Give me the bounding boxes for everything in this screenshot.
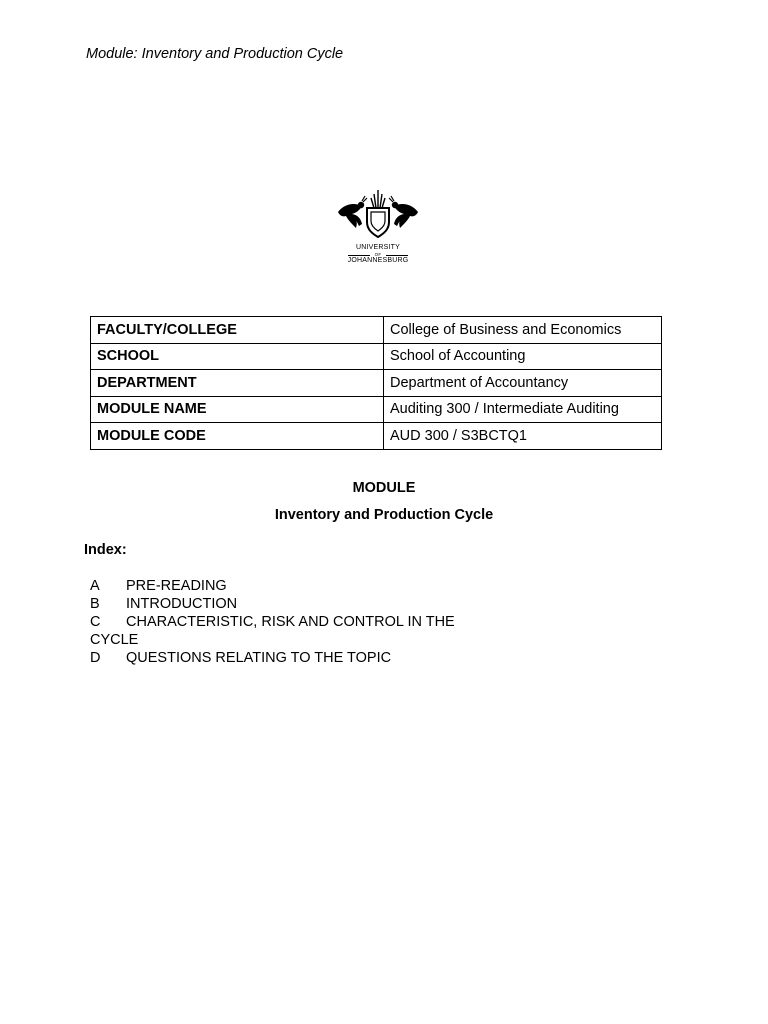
university-logo xyxy=(330,186,426,272)
row-value: College of Business and Economics xyxy=(384,317,662,344)
index-list xyxy=(90,577,490,667)
row-label: DEPARTMENT xyxy=(91,370,384,397)
logo-text-of: OF xyxy=(374,251,382,257)
list-item xyxy=(90,649,490,667)
logo-text-johannesburg: JOHANNESBURG xyxy=(347,257,409,264)
index-letter: D xyxy=(90,650,101,666)
index-letter: B xyxy=(90,596,100,612)
list-item xyxy=(90,595,490,613)
table-row-school xyxy=(91,343,662,370)
row-label: SCHOOL xyxy=(91,343,384,370)
table-row-module-code xyxy=(91,423,662,450)
index-text: CHARACTERISTIC, RISK AND CONTROL IN THE CYCLE xyxy=(90,614,455,648)
topic-heading: Inventory and Production Cycle xyxy=(274,507,494,523)
row-value: Department of Accountancy xyxy=(384,370,662,397)
row-value: Auditing 300 / Intermediate Auditing xyxy=(384,396,662,423)
row-value: AUD 300 / S3BCTQ1 xyxy=(384,423,662,450)
running-header: Module: Inventory and Production Cycle xyxy=(86,46,344,62)
crest-icon xyxy=(330,186,426,242)
module-info-table xyxy=(90,316,662,450)
index-heading: Index: xyxy=(84,542,127,558)
table-row-department xyxy=(91,370,662,397)
index-text: QUESTIONS RELATING TO THE TOPIC xyxy=(126,650,392,666)
index-text: PRE-READING xyxy=(126,578,227,594)
row-value: School of Accounting xyxy=(384,343,662,370)
index-text: INTRODUCTION xyxy=(126,596,238,612)
logo-text-university: UNIVERSITY xyxy=(355,244,400,251)
module-heading: MODULE xyxy=(352,480,416,496)
index-letter: A xyxy=(90,578,100,594)
index-letter: C xyxy=(90,614,101,630)
list-item xyxy=(90,613,490,649)
row-label: MODULE NAME xyxy=(91,396,384,423)
row-label: FACULTY/COLLEGE xyxy=(91,317,384,344)
row-label: MODULE CODE xyxy=(91,423,384,450)
logo-rule-right xyxy=(386,255,408,256)
table-row-faculty xyxy=(91,317,662,344)
list-item xyxy=(90,577,490,595)
table-row-module-name xyxy=(91,396,662,423)
